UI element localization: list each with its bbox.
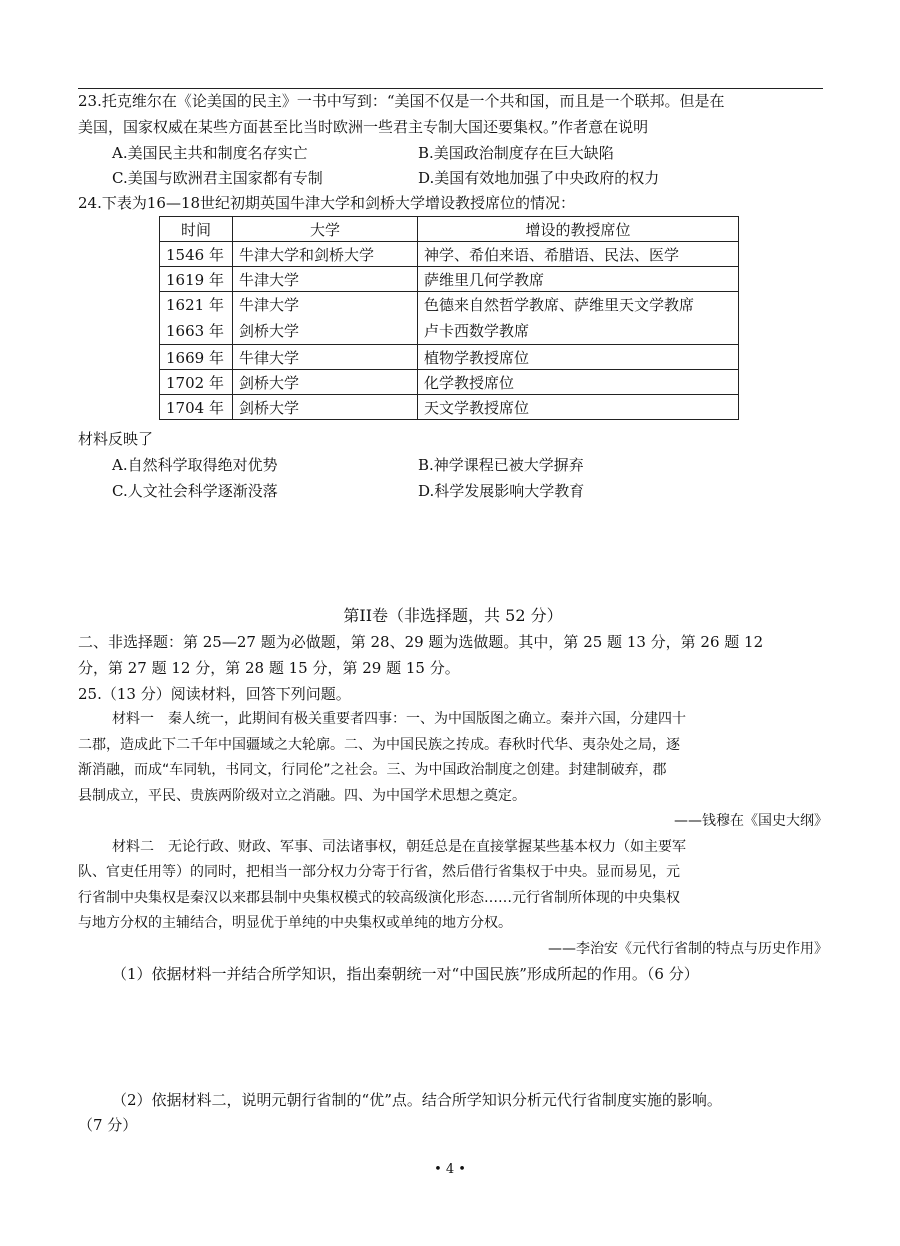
q24-table (159, 216, 739, 420)
table-cell-chairs (418, 292, 739, 345)
table-row (160, 242, 739, 267)
q25-material2-line4: 与地方分权的主辅结合，明显优于单纯的中央集权或单纯的地方分权。 (78, 915, 512, 931)
q25-material1-line4: 县制成立，平民、贵族两阶级对立之消融。四、为中国学术思想之奠定。 (78, 788, 526, 804)
table-cell-year-1621: 1621 年 (166, 296, 224, 314)
table-header-row (160, 217, 739, 242)
q24-stem: 24.下表为16—18世纪初期英国牛津大学和剑桥大学增设教授席位的情况： (78, 194, 576, 212)
table-cell-chairs-1663: 卢卡西数学教席 (424, 322, 530, 340)
table-header-chairs: 增设的教授席位 (418, 217, 739, 242)
table-cell-university: 剑桥大学 (233, 395, 418, 420)
q23-option-a: A.美国民主共和制度名存实亡 (112, 144, 308, 162)
table-header-university: 大学 (233, 217, 418, 242)
table-cell-year: 1669 年 (160, 345, 233, 370)
table-cell-chairs: 天文学教授席位 (418, 395, 739, 420)
q25-subquestion-1: （1）依据材料一并结合所学知识，指出秦朝统一对“中国民族”形成所起的作用。（6 分） (112, 965, 699, 983)
part2-intro-line1: 二、非选择题：第 25—27 题为必做题，第 28、29 题为选做题。其中，第 25 题 13 分，第 26 题 12 (78, 633, 764, 651)
table-cell-year (160, 292, 233, 345)
table-row (160, 370, 739, 395)
table-cell-university: 牛律大学 (233, 345, 418, 370)
page-number: • 4 • (434, 1162, 466, 1177)
table-cell-year: 1704 年 (160, 395, 233, 420)
q25-subquestion-2-line2: （7 分） (78, 1116, 138, 1134)
table-cell-university: 牛津大学 (233, 267, 418, 292)
table-cell-year: 1546 年 (160, 242, 233, 267)
q25-material2-source: ——李治安《元代行省制的特点与历史作用》 (548, 941, 828, 957)
q25-material1-line3: 渐消融，而成“车同轨，书同文，行同伦”之社会。三、为中国政治制度之创建。封建制破弃，郡 (78, 762, 667, 778)
table-cell-university-1663: 剑桥大学 (239, 322, 300, 340)
q24-option-d: D.科学发展影响大学教育 (418, 482, 585, 500)
table-cell-year-1663: 1663 年 (166, 322, 224, 340)
table-cell-university: 牛津大学和剑桥大学 (233, 242, 418, 267)
table-cell-chairs: 萨维里几何学教席 (418, 267, 739, 292)
q24-option-b: B.神学课程已被大学摒弃 (418, 456, 584, 474)
table-row (160, 267, 739, 292)
table-row (160, 345, 739, 370)
table-cell-chairs-1621: 色德来自然哲学教席、萨维里天文学教席 (424, 296, 695, 314)
q25-material1-source: ——钱穆在《国史大纲》 (674, 813, 828, 829)
table-cell-chairs: 化学教授席位 (418, 370, 739, 395)
q25-material2-line3: 行省制中央集权是秦汉以来郡县制中央集权模式的较高级演化形态……元行省制所体现的中央集权 (78, 890, 680, 906)
q23-stem-line1: 23.托克维尔在《论美国的民主》一书中写到：“美国不仅是一个共和国，而且是一个联邦。但是在 (78, 92, 725, 110)
table-cell-university-1621: 牛津大学 (239, 296, 300, 314)
q25-material2-line1: 材料二 无论行政、财政、军事、司法诸事权，朝廷总是在直接掌握某些基本权力（如主要军 (112, 839, 686, 855)
table-cell-chairs: 神学、希伯来语、希腊语、民法、医学 (418, 242, 739, 267)
part2-intro-line2: 分，第 27 题 12 分，第 28 题 15 分，第 29 题 15 分。 (78, 659, 460, 677)
q23-option-c: C.美国与欧洲君主国家都有专制 (112, 169, 323, 187)
table-row (160, 292, 739, 345)
table-row (160, 395, 739, 420)
q25-material1-line1: 材料一 秦人统一，此期间有极关重要者四事：一、为中国版图之确立。秦并六国，分建四十 (112, 711, 686, 727)
table-cell-university (233, 292, 418, 345)
table-cell-year: 1702 年 (160, 370, 233, 395)
table-cell-chairs: 植物学教授席位 (418, 345, 739, 370)
q25-material2-line2: 队、官吏任用等）的同时，把相当一部分权力分寄于行省，然后借行省集权于中央。显而易见，元 (78, 864, 680, 880)
table-cell-university: 剑桥大学 (233, 370, 418, 395)
table-cell-year: 1619 年 (160, 267, 233, 292)
part2-title: 第II卷（非选择题，共 52 分） (343, 606, 563, 625)
q23-stem-line2: 美国，国家权威在某些方面甚至比当时欧洲一些君主专制大国还要集权。”作者意在说明 (78, 118, 649, 136)
q24-material-reflects: 材料反映了 (78, 430, 154, 448)
q24-option-a: A.自然科学取得绝对优势 (112, 456, 278, 474)
table-header-time: 时间 (160, 217, 233, 242)
q23-option-b: B.美国政治制度存在巨大缺陷 (418, 144, 614, 162)
q25-subquestion-2-line1: （2）依据材料二，说明元朝行省制的“优”点。结合所学知识分析元代行省制度实施的影响。 (112, 1091, 722, 1109)
q24-option-c: C.人文社会科学逐渐没落 (112, 482, 278, 500)
q25-material1-line2: 二郡，造成此下二千年中国疆域之大轮廓。二、为中国民族之抟成。春秋时代华、夷杂处之局，逐 (78, 737, 680, 753)
q23-option-d: D.美国有效地加强了中央政府的权力 (418, 169, 660, 187)
q25-stem: 25.（13 分）阅读材料，回答下列问题。 (78, 685, 351, 703)
